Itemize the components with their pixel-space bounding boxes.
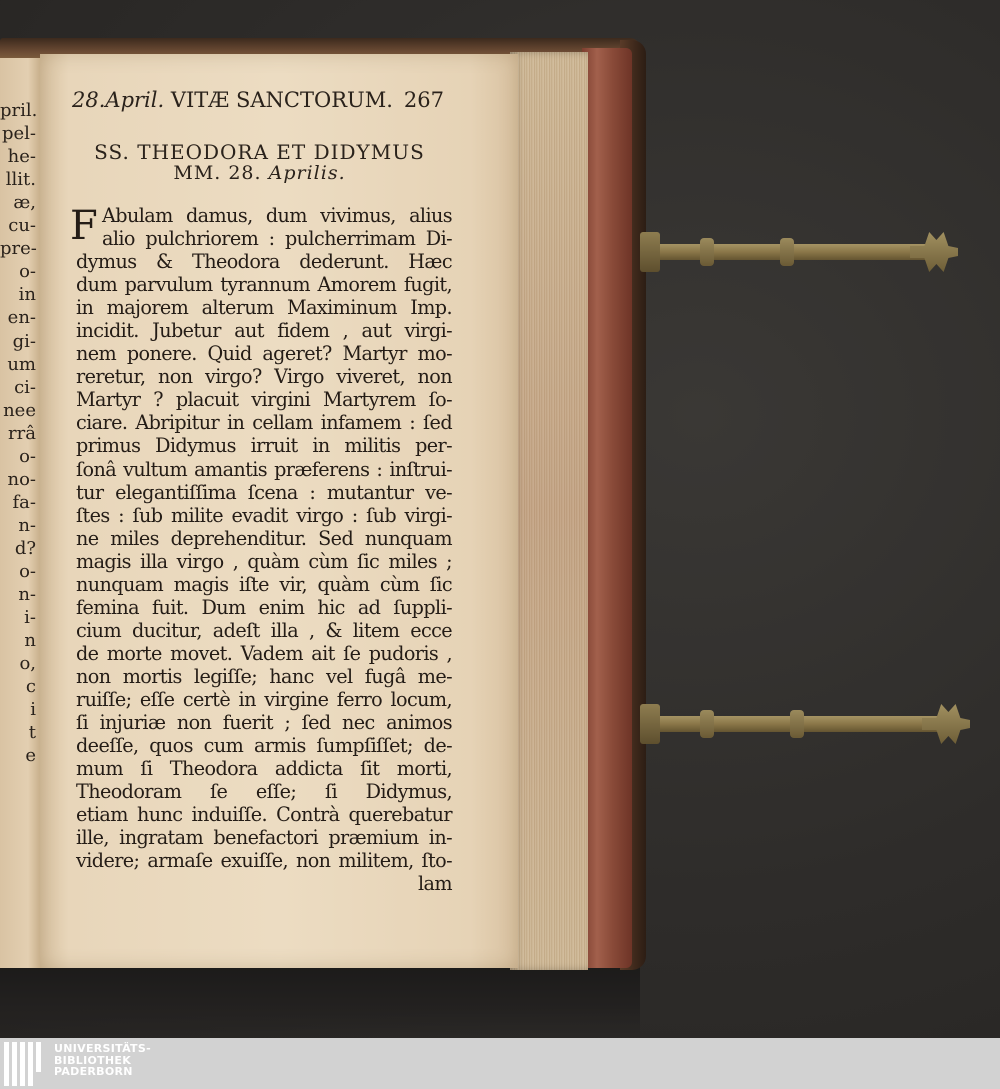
text-line: etiam hunc induiſſe. Contrà querebatur — [76, 803, 452, 827]
text-line: ſtes : ſub milite evadit virgo : ſub virgi- — [76, 503, 452, 527]
left-page-text-fragment: fa- — [12, 491, 36, 513]
text-line: magis illa virgo , quàm cùm ſic miles ; — [76, 549, 452, 573]
library-footer — [0, 1038, 1000, 1089]
text-line: de morte movet. Vadem ait ſe pudoris , — [76, 641, 452, 665]
left-page-text-fragment: o, — [19, 653, 36, 675]
text-line: videre; armaſe exuiſſe, non militem, ſto- — [76, 849, 452, 873]
text-line: ſonâ vultum amantis præferens : inſtrui- — [76, 457, 452, 481]
book-shadow — [0, 960, 640, 1038]
text-line: Martyr ? placuit virgini Martyrem ſo- — [76, 388, 452, 412]
left-page-text-fragment: o- — [19, 445, 36, 467]
heading-line-2-prefix: MM. 28. — [173, 162, 262, 184]
text-line: ciare. Abripitur in cellam infamem : ſed — [76, 411, 452, 435]
text-line: reretur, non virgo? Virgo viveret, non — [76, 365, 452, 389]
library-name-line: PADERBORN — [54, 1065, 133, 1078]
library-logo-icon — [4, 1042, 46, 1086]
left-page-text-fragment: n — [24, 630, 36, 652]
text-line: ruiſſe; eſſe certè in virgine ferro locum, — [76, 687, 452, 711]
text-line: lam — [418, 872, 452, 896]
heading-line-2-month: Aprilis. — [268, 162, 346, 184]
library-name-line: BIBLIOTHEK — [54, 1053, 132, 1067]
left-page-text-fragment: n- — [18, 584, 36, 606]
text-line: alio pulchriorem : pulcherrimam Di- — [102, 227, 452, 251]
text-line: cium ducitur, adeſt illa , & litem ecce — [76, 618, 452, 642]
left-page-text-fragment: o- — [19, 561, 36, 582]
library-name — [54, 1043, 151, 1078]
left-page-text-fragment: no- — [7, 468, 36, 490]
text-line: incidit. Jubetur aut fidem , aut virgi- — [76, 319, 452, 343]
left-page-fragment — [0, 58, 41, 968]
body-text — [76, 204, 452, 895]
left-page-text-fragment: i- — [24, 607, 36, 629]
page-number: 267 — [403, 88, 444, 112]
text-line: mum ſi Theodora addicta ſit morti, — [76, 757, 452, 781]
text-line: dymus & Theodora dederunt. Hæc — [76, 250, 452, 274]
red-page-edge — [582, 48, 632, 968]
text-line: ne miles deprehenditur. Sed nunquam — [76, 526, 452, 550]
left-page-text-fragment: he- — [7, 146, 36, 168]
text-line: ſi injuriæ non fuerit ; ſed nec animos — [76, 711, 452, 735]
running-head — [72, 88, 444, 118]
library-name-line: UNIVERSITÄTS- — [54, 1042, 151, 1055]
text-line: femina fuit. Dum enim hic ad ſuppli- — [76, 595, 452, 619]
running-head-date: 28.April. — [72, 88, 165, 112]
text-line: Abulam damus, dum vivimus, alius — [102, 204, 452, 227]
left-page-text-fragment: nee — [3, 399, 36, 421]
left-page-text-fragment: rrâ — [8, 422, 36, 444]
left-page-text-fragment: c — [25, 676, 36, 698]
left-page-text-fragment: æ, — [13, 192, 36, 214]
text-line: non mortis legiſſe; hanc vel fugâ me- — [76, 664, 452, 688]
text-line: primus Didymus irruit in militis per- — [76, 434, 452, 458]
left-page-text-fragment: llit. — [5, 169, 36, 191]
text-line: dum parvulum tyrannum Amorem fugit, — [76, 273, 452, 297]
text-line: nem ponere. Quid ageret? Martyr mo- — [76, 342, 452, 366]
left-page-text-fragment: i — [30, 699, 36, 721]
left-page-text-fragment: pel- — [1, 123, 36, 145]
drop-cap: F — [70, 203, 98, 249]
left-page-text-fragment: d? — [14, 537, 36, 559]
left-page-text-fragment: e — [25, 745, 36, 767]
heading-line-2 — [72, 162, 447, 184]
text-line: nunquam magis iſte vir, quàm cùm ſic — [76, 572, 452, 596]
text-line: deeſſe, quos cum armis ſumpſiſſet; de- — [76, 734, 452, 758]
left-page-text-fragment: cu- — [8, 215, 36, 237]
text-line: Theodoram ſe eſſe; ſi Didymus, — [76, 780, 452, 804]
left-page-text-fragment: t — [28, 722, 36, 744]
left-page-text-fragment: en- — [7, 307, 36, 329]
heading-line-1: SS. THEODORA ET DIDYMUS — [94, 140, 425, 164]
left-page-text-fragment: in — [18, 284, 36, 306]
text-line: tur elegantiſſima ſcena : mutantur ve- — [76, 480, 452, 504]
lower-clasp — [640, 704, 970, 742]
page-block-edge — [510, 52, 588, 970]
upper-clasp — [640, 232, 958, 270]
left-page-text-fragment: pre- — [0, 238, 37, 260]
left-page-text-fragment: gi- — [12, 330, 36, 352]
left-page-text-fragment: ci- — [14, 376, 36, 398]
left-page-text-fragment: um — [7, 353, 36, 375]
text-line: in majorem alterum Maximinum Imp. — [76, 296, 452, 320]
running-head-title: VITÆ SANCTORUM. — [170, 88, 393, 112]
left-page-text-fragment: n- — [18, 514, 36, 536]
left-page-text-fragment: o- — [19, 261, 36, 283]
text-line: ille, ingratam benefactori præmium in- — [76, 826, 452, 850]
left-page-text-fragment: pril. — [0, 100, 38, 121]
